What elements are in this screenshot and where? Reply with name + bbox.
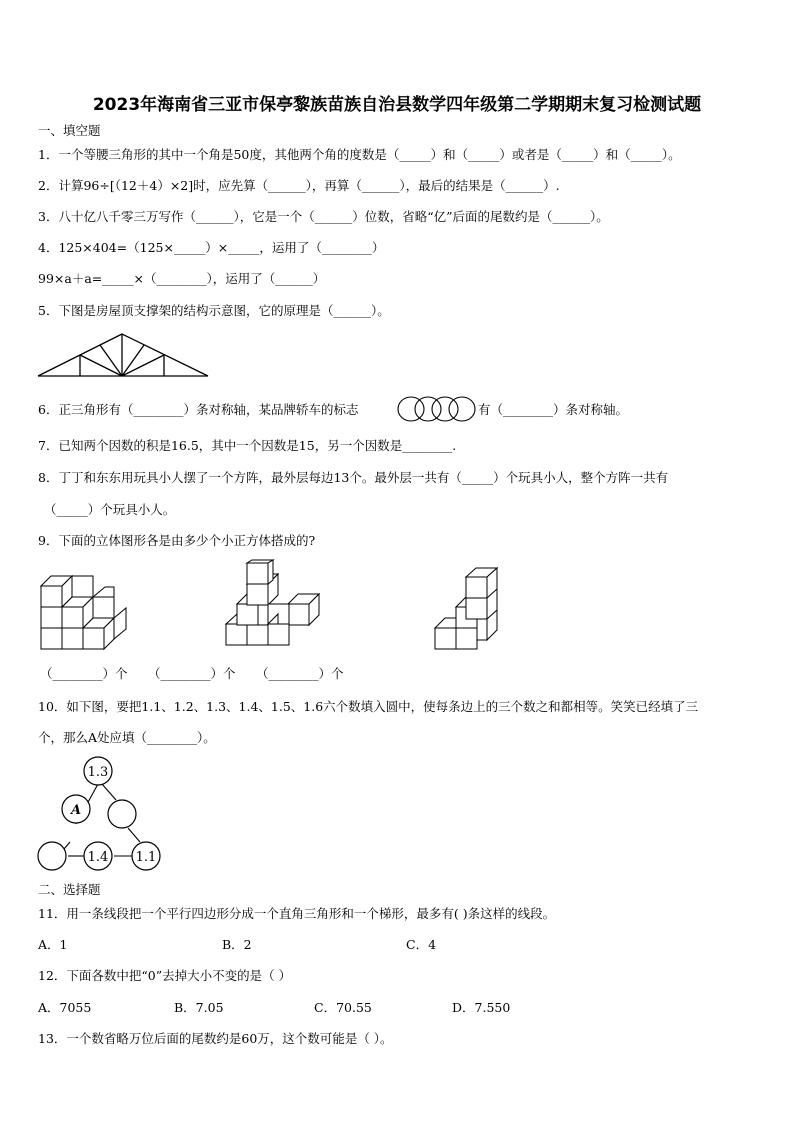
cube-figure-2 (224, 560, 324, 650)
question-11: 11．用一条线段把一个平行四边形分成一个直角三角形和一个梯形，最多有( )条这样的线段。 (38, 906, 556, 921)
question-3: 3．八十亿八千零三万写作（______），它是一个（______）位数，省略“亿”后面的尾数约是（______）。 (38, 209, 609, 224)
question-8-part-a: 8．丁丁和东东用玩具小人摆了一个方阵，最外层每边13个。最外层一共有（_____）个玩具小人，整个方阵一共有 (38, 470, 669, 485)
question-1: 1．一个等腰三角形的其中一个角是50度，其他两个角的度数是（_____）和（_____）或者是（_____）和（_____）。 (38, 147, 681, 162)
question-9: 9．下面的立体图形各是由多少个小正方体搭成的? (38, 533, 316, 548)
circle-bottom-right-label: 1.1 (135, 850, 157, 865)
question-7: 7．已知两个因数的积是16.5，其中一个因数是15，另一个因数是________. (38, 438, 457, 453)
question-10-part-b: 个，那么A处应填（________）。 (38, 730, 216, 745)
question-12: 12．下面各数中把“0”去掉大小不变的是（ ） (38, 968, 292, 983)
question-4-part-a: 4．125×404=（125×_____）×_____，运用了（________） (38, 240, 385, 255)
circle-bottom-mid-label: 1.4 (87, 850, 109, 865)
q9-answer-1: （________）个 (40, 666, 128, 681)
question-5: 5．下图是房屋顶支撑架的结构示意图，它的原理是（______）。 (38, 303, 390, 318)
question-2: 2．计算96÷[（12＋4）×2]时，应先算（______），再算（______），最后的结果是（______）. (38, 178, 560, 193)
q9-answer-2: （________）个 (148, 666, 236, 681)
page-title: 2023年海南省三亚市保亭黎族苗族自治县数学四年级第二学期期末复习检测试题 (92, 95, 702, 115)
q12-option-a: A．7055 (38, 1000, 92, 1015)
circle-top-label: 1.3 (87, 765, 109, 780)
question-6-part-a: 6．正三角形有（________）条对称轴，某品牌轿车的标志 (38, 402, 359, 417)
car-logo-four-rings-icon (396, 395, 478, 423)
number-circle-triangle (36, 756, 166, 874)
q9-answer-3: （________）个 (256, 666, 344, 681)
q11-option-a: A．1 (38, 937, 68, 952)
section-choice-heading: 二、选择题 (38, 882, 101, 897)
roof-truss-diagram (36, 330, 211, 380)
question-4-part-b: 99×a＋a=_____×（________），运用了（______） (38, 271, 326, 286)
section-fill-blank-heading: 一、填空题 (38, 123, 101, 138)
q12-option-d: D．7.550 (452, 1000, 511, 1015)
question-8-part-b: （_____）个玩具小人。 (44, 502, 176, 517)
question-6-part-b: 有（________）条对称轴。 (478, 402, 629, 417)
cube-figure-3 (432, 566, 502, 652)
cube-figure-1 (38, 566, 133, 652)
q12-option-c: C．70.55 (314, 1000, 372, 1015)
question-13: 13．一个数省略万位后面的尾数约是60万，这个数可能是（ ）。 (38, 1031, 393, 1046)
circle-a-label: A (70, 803, 82, 818)
q12-option-b: B．7.05 (174, 1000, 224, 1015)
q11-option-c: C．4 (406, 937, 437, 952)
q11-option-b: B．2 (222, 937, 252, 952)
question-10-part-a: 10．如下图，要把1.1、1.2、1.3、1.4、1.5、1.6六个数填入圆中，使每条边上的三个数之和都相等。笑笑已经填了三 (38, 699, 699, 714)
